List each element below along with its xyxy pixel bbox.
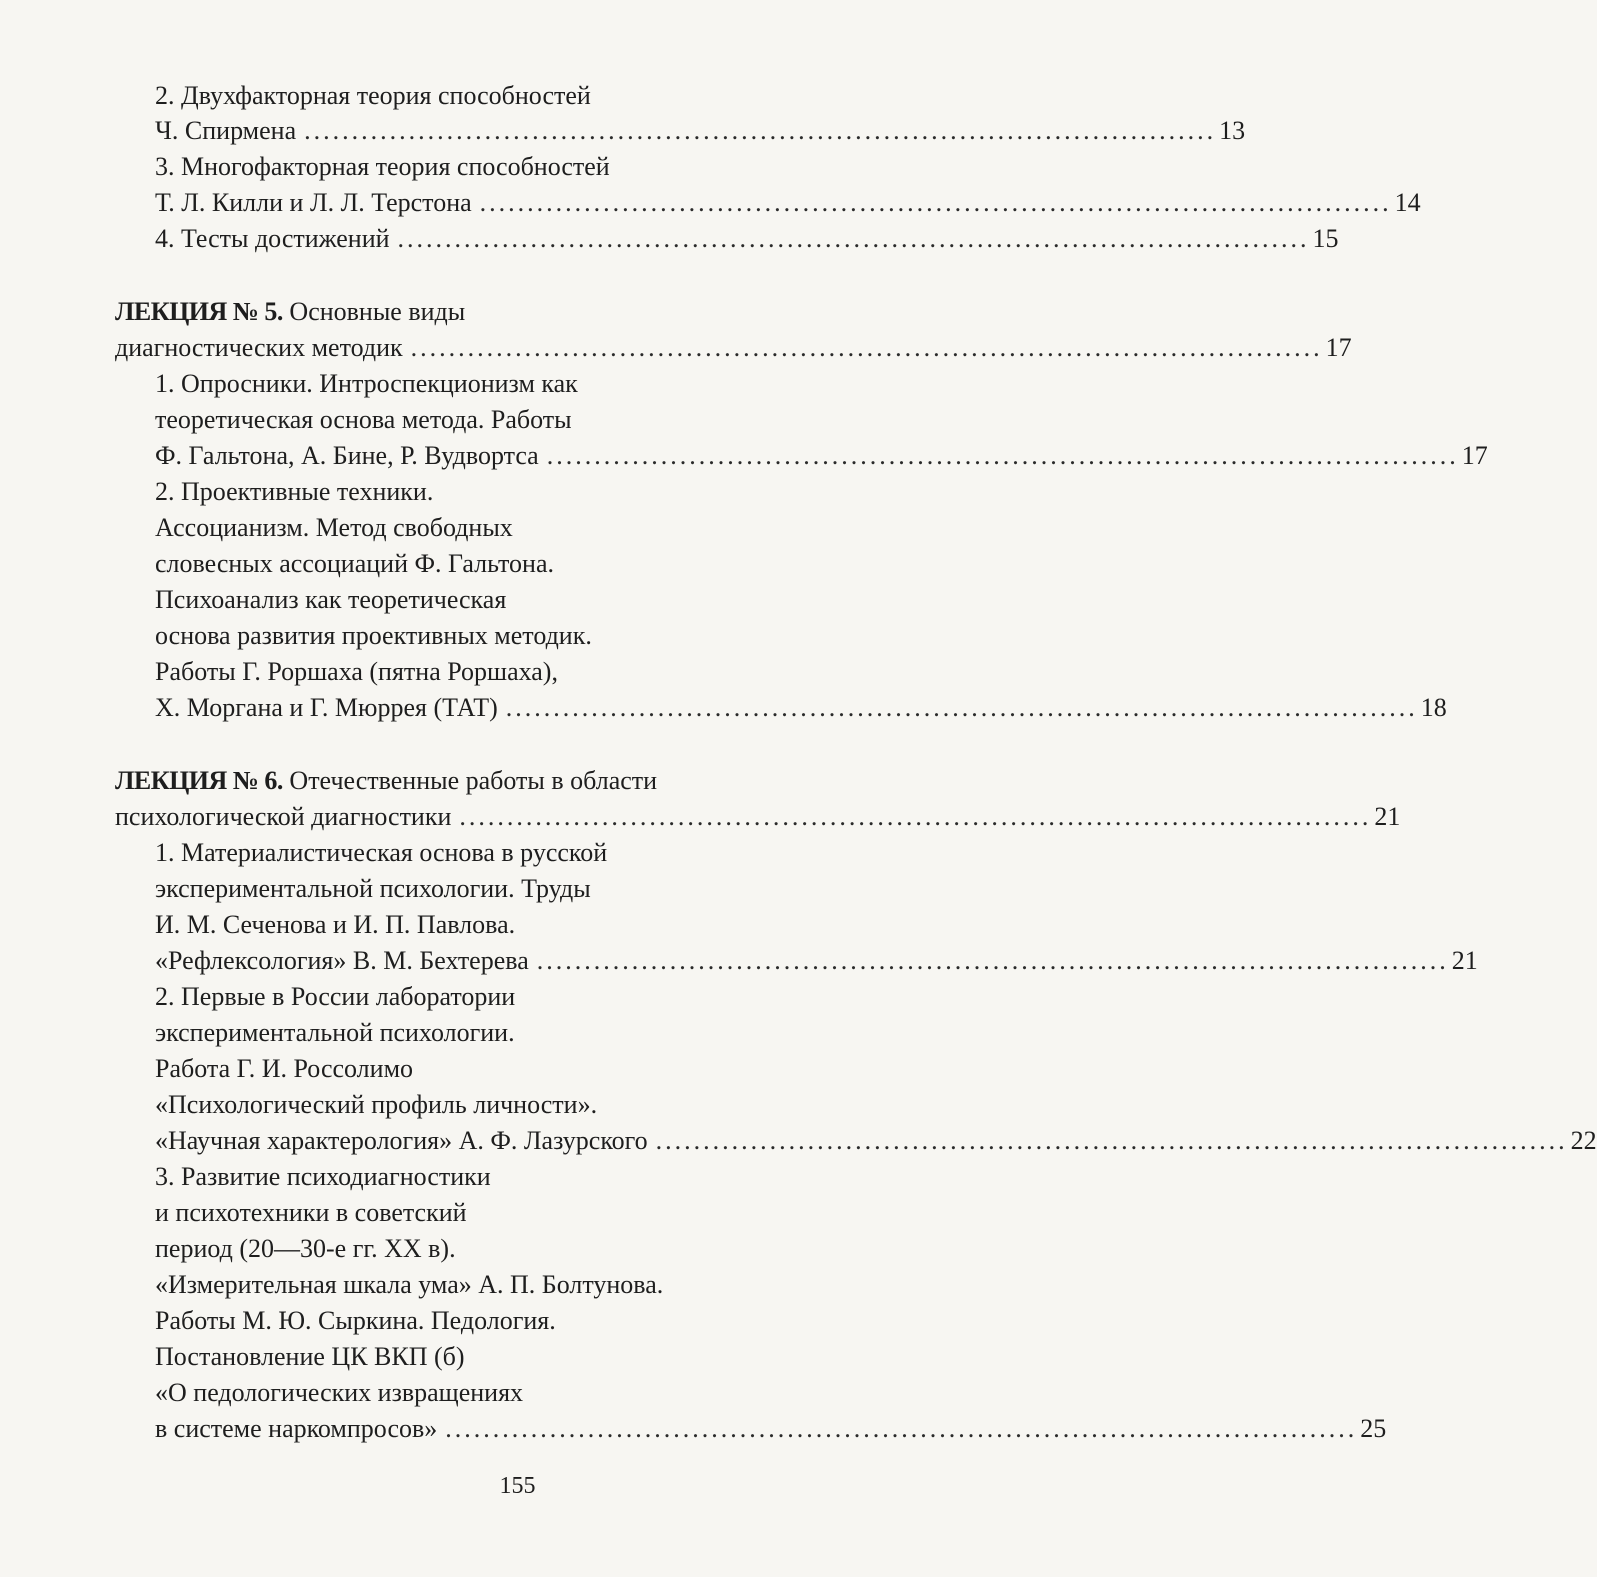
toc-entry xyxy=(0,943,1478,979)
toc-line: Постановление ЦК ВКП (б) xyxy=(155,1342,465,1371)
lecture-5-label: ЛЕКЦИЯ № 5. xyxy=(115,297,283,326)
toc-line: Ассоцианизм. Метод свободных xyxy=(155,513,513,542)
toc-entry-text: «Научная характерология» А. Ф. Лазурского xyxy=(155,1126,648,1155)
toc-line: 1. Материалистическая основа в русской xyxy=(155,838,608,867)
dot-leader: ................................................................................................ xyxy=(459,802,1372,831)
toc-line: экспериментальной психологии. Труды xyxy=(155,874,591,903)
toc-entry xyxy=(0,799,1401,835)
toc-entry-page: 15 xyxy=(1312,224,1339,253)
toc-line: «Психологический профиль личности». xyxy=(155,1090,598,1119)
lecture-5-title: Основные виды xyxy=(282,297,466,326)
toc-line: 2. Проективные техники. xyxy=(155,477,434,506)
toc-entry-text: диагностических методик xyxy=(115,333,403,362)
toc-line: словесных ассоциаций Ф. Гальтона. xyxy=(155,549,554,578)
toc-line: теоретическая основа метода. Работы xyxy=(155,405,572,434)
toc-entry-text: Х. Моргана и Г. Мюррея (ТАТ) xyxy=(155,693,498,722)
toc-entry-text: Т. Л. Килли и Л. Л. Терстона xyxy=(155,188,472,217)
toc-entry xyxy=(0,438,1488,474)
dot-leader: ................................................................................................ xyxy=(546,441,1459,470)
toc-line: И. М. Сеченова и И. П. Павлова. xyxy=(155,910,516,939)
page-number: 155 xyxy=(499,1473,536,1499)
toc-entry-text: Ф. Гальтона, А. Бине, Р. Вудвортса xyxy=(155,441,539,470)
toc-line: и психотехники в советский xyxy=(155,1198,467,1227)
toc-line: период (20—30-е гг. XX в). xyxy=(155,1234,456,1263)
toc-entry xyxy=(0,221,1339,257)
toc-entry xyxy=(0,185,1421,221)
toc-entry-text: психологической диагностики xyxy=(115,802,452,831)
toc-entry-page: 17 xyxy=(1325,333,1352,362)
toc-line: «Измерительная шкала ума» А. П. Болтунова. xyxy=(155,1270,664,1299)
toc-entry xyxy=(0,330,1352,366)
dot-leader: ................................................................................................ xyxy=(536,946,1449,975)
toc-entry-text: в системе наркомпросов» xyxy=(155,1414,438,1443)
toc-line: 2. Двухфакторная теория способностей xyxy=(155,81,591,110)
toc-line: 1. Опросники. Интроспекционизм как xyxy=(155,369,578,398)
toc-entry-text: 4. Тесты достижений xyxy=(155,224,390,253)
toc-entry-text: «Рефлексология» В. М. Бехтерева xyxy=(155,946,529,975)
dot-leader: ................................................................................................ xyxy=(479,188,1392,217)
toc-entry-page: 25 xyxy=(1360,1414,1387,1443)
toc-entry xyxy=(0,1123,1597,1159)
dot-leader: ................................................................................................ xyxy=(505,693,1418,722)
toc-entry xyxy=(0,1411,1387,1447)
dot-leader: ................................................................................................ xyxy=(397,224,1310,253)
lecture-6-label: ЛЕКЦИЯ № 6. xyxy=(115,766,283,795)
toc-line: «О педологических извращениях xyxy=(155,1378,524,1407)
lecture-6-heading xyxy=(115,763,657,799)
toc-line: Психоанализ как теоретическая xyxy=(155,585,507,614)
lecture-5-heading xyxy=(115,294,465,330)
toc-entry-page: 14 xyxy=(1394,188,1421,217)
toc-entry xyxy=(0,690,1447,726)
dot-leader: ................................................................................................ xyxy=(410,333,1323,362)
toc-line: 3. Многофакторная теория способностей xyxy=(155,152,610,181)
toc-line: 2. Первые в России лаборатории xyxy=(155,982,516,1011)
toc-line: Работа Г. И. Россолимо xyxy=(155,1054,414,1083)
lecture-6-title: Отечественные работы в области xyxy=(282,766,658,795)
toc-entry-text: Ч. Спирмена xyxy=(155,116,297,145)
toc-entry xyxy=(0,113,1246,149)
toc-entry-page: 17 xyxy=(1461,441,1488,470)
toc-line: основа развития проективных методик. xyxy=(155,621,592,650)
dot-leader: ................................................................................................ xyxy=(304,116,1217,145)
toc-entry-page: 22 xyxy=(1570,1126,1597,1155)
dot-leader: ................................................................................................ xyxy=(445,1414,1358,1443)
toc-entry-page: 21 xyxy=(1451,946,1478,975)
toc-line: Работы Г. Роршаха (пятна Роршаха), xyxy=(155,657,558,686)
toc-line: Работы М. Ю. Сыркина. Педология. xyxy=(155,1306,556,1335)
dot-leader: ................................................................................................ xyxy=(655,1126,1568,1155)
toc-entry-page: 18 xyxy=(1420,693,1447,722)
toc-entry-page: 13 xyxy=(1219,116,1246,145)
toc-line: 3. Развитие психодиагностики xyxy=(155,1162,491,1191)
toc-entry-page: 21 xyxy=(1374,802,1401,831)
toc-line: экспериментальной психологии. xyxy=(155,1018,515,1047)
